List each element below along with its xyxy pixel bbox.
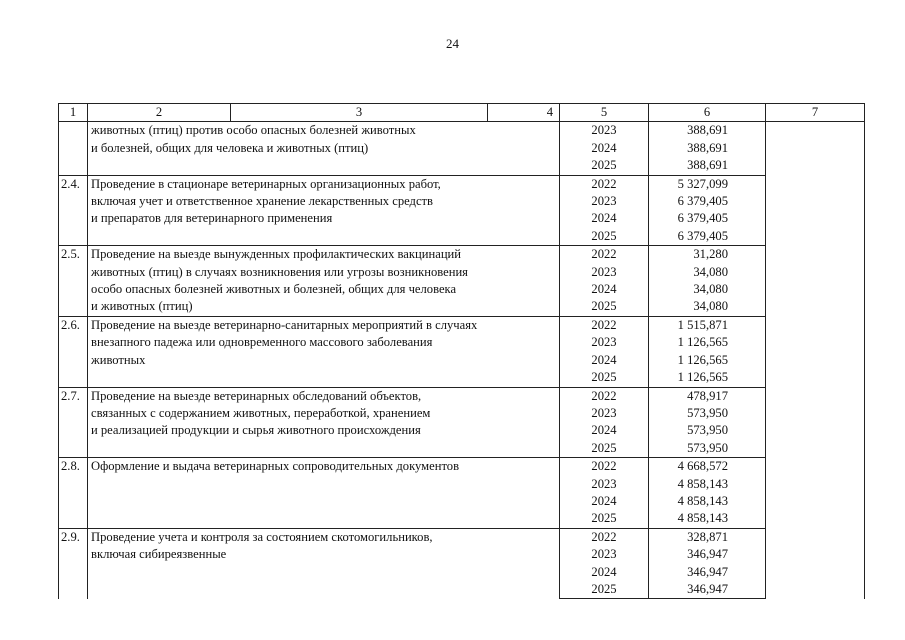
year-cell: 2023 [560,476,649,493]
year-cell: 2022 [560,175,649,193]
table-row [59,528,865,546]
value-cell: 6 379,405 [649,228,766,246]
value-cell: 328,871 [649,528,766,546]
table-row [59,246,865,264]
value-cell: 573,950 [649,440,766,458]
year-cell: 2023 [560,122,649,140]
header-col-5: 5 [560,104,649,122]
value-cell: 478,917 [649,387,766,405]
item-number: 2.5. [59,246,88,317]
year-cell: 2024 [560,210,649,227]
value-cell: 346,947 [649,581,766,599]
description-line: включая сибиреязвенные [91,547,227,562]
description-line: Оформление и выдача ветеринарных сопроводительных документов [91,459,460,474]
header-col-7: 7 [766,104,865,122]
item-description [88,246,560,317]
item-number: 2.9. [59,528,88,599]
item-number: 2.6. [59,316,88,387]
year-cell: 2025 [560,369,649,387]
description-line: внезапного падежа или одновременного массового заболевания [91,335,433,350]
description-line: Проведение на выезде ветеринарно-санитарных мероприятий в случаях [91,317,478,332]
value-cell: 6 379,405 [649,210,766,227]
header-col-1: 1 [59,104,88,122]
value-cell: 1 126,565 [649,334,766,351]
year-cell: 2024 [560,140,649,157]
year-cell: 2023 [560,546,649,563]
table-row [59,122,865,140]
table-row [59,387,865,405]
header-row [59,104,865,122]
year-cell: 2025 [560,440,649,458]
description-line: особо опасных болезней животных и болезней, общих для человека [91,282,457,297]
value-cell: 31,280 [649,246,766,264]
description-line: связанных с содержанием животных, переработкой, хранением [91,405,431,420]
item-description [88,387,560,458]
table-body [59,104,865,599]
value-cell: 573,950 [649,405,766,422]
value-cell: 1 126,565 [649,352,766,369]
value-cell: 34,080 [649,298,766,316]
year-cell: 2023 [560,334,649,351]
value-cell: 4 858,143 [649,510,766,528]
item-number [59,122,88,175]
year-cell: 2022 [560,387,649,405]
item-description [88,316,560,387]
column-7-cell [766,122,865,599]
data-table [58,103,865,599]
description-line: Проведение на выезде вынужденных профилактических вакцинаций [91,247,462,262]
value-cell: 388,691 [649,157,766,175]
header-col-2: 2 [88,104,231,122]
year-cell: 2024 [560,564,649,581]
year-cell: 2025 [560,157,649,175]
value-cell: 388,691 [649,140,766,157]
value-cell: 5 327,099 [649,175,766,193]
year-cell: 2023 [560,264,649,281]
year-cell: 2024 [560,422,649,439]
year-cell: 2022 [560,458,649,476]
year-cell: 2024 [560,352,649,369]
year-cell: 2022 [560,246,649,264]
description-line: включая учет и ответственное хранение лекарственных средств [91,194,433,209]
year-cell: 2022 [560,316,649,334]
value-cell: 4 858,143 [649,476,766,493]
description-line: Проведение в стационаре ветеринарных организационных работ, [91,176,441,191]
description-line: животных (птиц) против особо опасных болезней животных [91,123,416,138]
item-description [88,122,560,175]
item-number: 2.8. [59,458,88,529]
value-cell: 346,947 [649,564,766,581]
year-cell: 2023 [560,193,649,210]
header-col-6: 6 [649,104,766,122]
description-line: и животных (птиц) [91,299,193,314]
item-description [88,458,560,529]
year-cell: 2022 [560,528,649,546]
item-description [88,175,560,246]
year-cell: 2025 [560,228,649,246]
header-col-3: 3 [231,104,488,122]
value-cell: 1 126,565 [649,369,766,387]
description-line: и реализацией продукции и сырья животного происхождения [91,423,421,438]
table-row [59,175,865,193]
data-table-container [58,103,864,599]
page-number: 24 [446,36,459,51]
header-col-4: 4 [488,104,560,122]
description-line: животных (птиц) в случаях возникновения или угрозы возникновения [91,264,468,279]
year-cell: 2024 [560,281,649,298]
table-row [59,458,865,476]
year-cell: 2025 [560,298,649,316]
year-cell: 2025 [560,581,649,599]
value-cell: 1 515,871 [649,316,766,334]
value-cell: 6 379,405 [649,193,766,210]
year-cell: 2023 [560,405,649,422]
description-line: животных [91,352,146,367]
description-line: Проведение на выезде ветеринарных обследований объектов, [91,388,422,403]
description-line: и болезней, общих для человека и животных (птиц) [91,140,369,155]
value-cell: 388,691 [649,122,766,140]
description-line: Проведение учета и контроля за состоянием скотомогильников, [91,529,433,544]
value-cell: 346,947 [649,546,766,563]
year-cell: 2024 [560,493,649,510]
item-number: 2.4. [59,175,88,246]
value-cell: 34,080 [649,281,766,298]
value-cell: 4 858,143 [649,493,766,510]
year-cell: 2025 [560,510,649,528]
table-row [59,316,865,334]
value-cell: 34,080 [649,264,766,281]
item-description [88,528,560,599]
item-number: 2.7. [59,387,88,458]
description-line: и препаратов для ветеринарного применения [91,211,333,226]
value-cell: 573,950 [649,422,766,439]
value-cell: 4 668,572 [649,458,766,476]
